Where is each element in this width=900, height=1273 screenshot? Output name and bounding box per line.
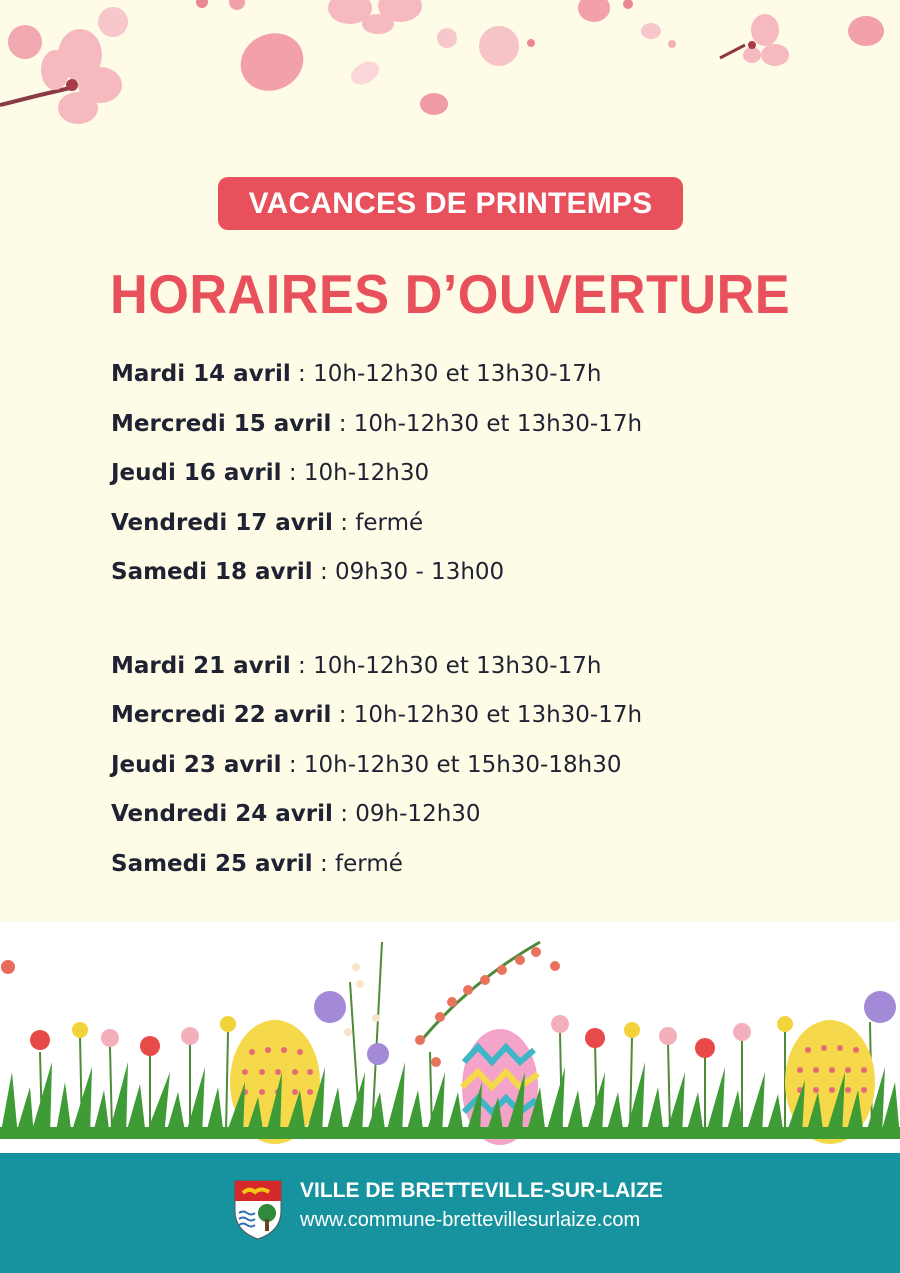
schedule-day: Mercredi 22 avril bbox=[111, 702, 332, 728]
schedule-row bbox=[111, 844, 831, 894]
schedule-hours: : 10h-12h30 et 13h30-17h bbox=[331, 702, 643, 728]
schedule-row bbox=[111, 794, 831, 844]
schedule-row bbox=[111, 695, 831, 745]
page-title: HORAIRES D’OUVERTURE bbox=[110, 263, 791, 325]
schedule-day: Mercredi 15 avril bbox=[111, 410, 332, 437]
schedule-day: Mardi 14 avril bbox=[111, 361, 291, 387]
schedule-row bbox=[111, 354, 831, 404]
schedule-day: Samedi 18 avril bbox=[111, 559, 313, 585]
schedule-row bbox=[111, 646, 831, 696]
easter-meadow-illustration bbox=[0, 922, 900, 1152]
cherry-blossom-decoration bbox=[0, 0, 900, 140]
schedule-hours: : fermé bbox=[312, 850, 403, 877]
schedule-hours: : 09h-12h30 bbox=[332, 801, 481, 827]
footer-bar bbox=[0, 1153, 900, 1273]
schedule-day: Mardi 21 avril bbox=[111, 652, 291, 679]
week-separator bbox=[111, 602, 831, 646]
opening-hours-list bbox=[111, 354, 831, 893]
schedule-day: Jeudi 16 avril bbox=[111, 460, 282, 486]
schedule-day: Jeudi 23 avril bbox=[111, 751, 282, 778]
schedule-hours: : 10h-12h30 et 13h30-17h bbox=[331, 410, 643, 437]
schedule-day: Vendredi 24 avril bbox=[111, 801, 333, 827]
town-name: VILLE DE BRETTEVILLE-SUR-LAIZE bbox=[300, 1179, 663, 1202]
schedule-hours: : 10h-12h30 et 15h30-18h30 bbox=[281, 751, 622, 778]
schedule-row bbox=[111, 552, 831, 602]
schedule-day: Vendredi 17 avril bbox=[111, 509, 333, 536]
schedule-row bbox=[111, 453, 831, 503]
schedule-hours: : 09h30 - 13h00 bbox=[312, 559, 505, 585]
schedule-day: Samedi 25 avril bbox=[111, 850, 313, 877]
schedule-row bbox=[111, 404, 831, 454]
town-coat-of-arms-icon bbox=[233, 1179, 283, 1241]
schedule-hours: : 10h-12h30 et 13h30-17h bbox=[290, 361, 602, 387]
website-link[interactable]: www.commune-brettevillesurlaize.com bbox=[300, 1209, 641, 1231]
schedule-hours: : 10h-12h30 bbox=[281, 460, 430, 486]
schedule-hours: : fermé bbox=[332, 509, 424, 536]
vacation-badge: VACANCES DE PRINTEMPS bbox=[218, 177, 683, 230]
schedule-row bbox=[111, 503, 831, 553]
schedule-row bbox=[111, 745, 831, 795]
schedule-hours: : 10h-12h30 et 13h30-17h bbox=[290, 652, 602, 679]
